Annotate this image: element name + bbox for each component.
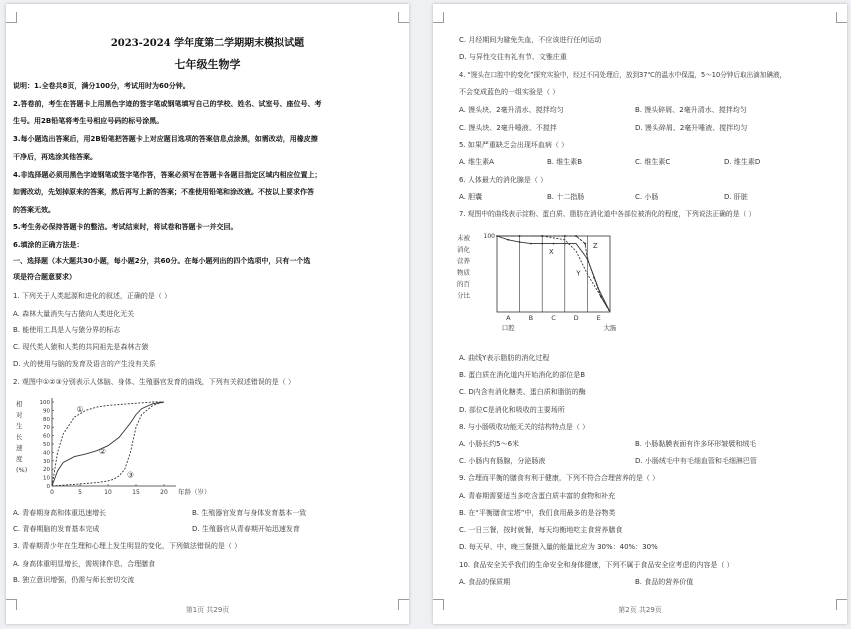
option-text: B. 独立意识增强，仍需与师长密切交流 [13,576,135,584]
series-point-Z [593,277,595,279]
option-text: D. 小肠绒毛中有毛细血管和毛细淋巴管 [635,457,757,465]
option-text: A. 食品的保质期 [459,578,511,586]
question-stem: 1. 下列关于人类起源和进化的叙述，正确的是（ ） [13,292,172,300]
option-text: D. 部位C是消化和吸收的主要场所 [459,406,565,414]
digestion-curve-chart [455,226,645,341]
series-point-Z [575,235,577,237]
option-text: C. 现代类人猿和人类的共同祖先是森林古猿 [13,343,149,351]
instruction-line: 说明：1.全卷共8页，满分100分，考试用时为60分钟。 [13,82,190,90]
series-point-X [496,235,498,237]
y-tick-label: 10 [43,475,50,482]
y-tick-label: 40 [43,450,50,457]
option-text: A. 小肠长约5～6米 [459,440,520,448]
x-tick-label: 20 [160,489,168,496]
series-line-3 [52,402,164,486]
option-text: B. 能使用工具是人与猿分界的标志 [13,326,121,334]
question-stem: 10. 食品安全关乎我们的生命安全和身体健康，下列不属于食品安全应考虑的内容是（ ） [459,561,734,569]
exam-title: 2023-2024 学年度第二学期期末模拟试题 [110,38,305,49]
y-axis-label-line: 的百 [457,280,470,288]
option-text: A. 胆囊 [459,193,483,201]
series-point-Z [586,258,588,260]
series-label: ③ [126,470,134,480]
option-text: B. 生殖器官发育与身体发育基本一致 [192,509,307,517]
option-text: A. 曲线Y表示脂肪的消化过程 [459,354,550,362]
y-axis-label-char: 对 [16,411,23,419]
region-end-label: 大肠 [603,324,617,332]
instruction-line: 如需改动，先划掉原来的答案，然后再写上新的答案；不准使用铅笔和涂改液。不按以上要求作答 [13,188,314,196]
corner-mark [398,12,409,23]
option-text: C. 一日三餐，按时就餐，每天均衡地吃主食营养膳食 [459,526,623,534]
y-tick-label: 70 [43,425,50,432]
option-text: B. 馒头碎屑、2毫升清水、搅拌均匀 [635,106,747,114]
option-text: B. 在“平衡膳食宝塔”中，我们食用最多的是谷物类 [459,509,616,517]
question-stem: 2. 观图中①②③分别表示人体脑、身体、生殖器官发育的曲线，下列有关叙述错误的是（ ） [13,378,295,386]
y-axis-label-line: 营养 [457,257,470,265]
series-point-Z [600,296,602,298]
option-text: C. 青春期脑的发育基本完成 [13,525,100,533]
y-axis-label-char: 长 [16,433,23,441]
option-text: D. 肝脏 [724,193,748,201]
instruction-line: 4.非选择题必须用黑色字迹钢笔或签字笔作答，答案必须写在答题卡各题目指定区域内相应位置上； [13,171,322,179]
y-top-tick-label: 100 [483,233,495,240]
y-axis-label-line: 未被 [457,234,470,242]
series-label: ② [98,447,106,457]
series-line-1 [52,402,164,486]
page-footer: 第1页 共29页 [185,606,230,614]
growth-curve-chart [14,392,214,504]
question-stem: 4. “馒头在口腔中的变化”探究实验中，经过不同处理后，放到37℃的温水中保温，5～10分钟后取出滴加碘液， [459,71,787,79]
y-tick-label: 60 [43,433,50,440]
section-header: 项是符合题意要求） [13,273,76,281]
y-tick-label: 100 [39,400,50,406]
region-label: C [551,314,556,322]
option-text: A. 维生素A [459,158,494,166]
question-stem: 7. 观图中的曲线表示淀粉、蛋白质、脂肪在消化道中各部位被消化的程度，下列说法正确的是（ ） [459,210,756,218]
y-axis-label-char: 速 [16,444,23,452]
y-axis-label-line: 物质 [457,268,470,277]
option-text: A. 身高体重明显增长，需规律作息、合理膳食 [13,560,156,568]
y-tick-label: 90 [43,408,50,415]
y-axis-label-line: 分比 [457,291,470,300]
option-text: D. 馒头碎屑、2毫升唾液、搅拌均匀 [635,124,748,132]
y-axis-label-char: 度 [16,455,23,463]
series-point-Z [584,243,586,245]
instruction-line: 5.考生务必保持答题卡的整洁。考试结束时，将试卷和答题卡一并交回。 [13,223,238,231]
series-point-Z [541,235,543,237]
corner-mark [6,12,17,23]
corner-mark [433,12,444,23]
region-start-label: 口腔 [501,324,515,332]
y-tick-label: 30 [43,458,50,465]
series-label: X [548,248,554,257]
page-footer: 第2页 共29页 [618,606,662,614]
exam-page-1 [6,4,409,624]
option-text: C. 小肠内有肠腺，分泌肠液 [459,457,546,465]
option-text: B. 小肠黏膜表面有许多环形皱襞和绒毛 [635,440,757,448]
y-tick-label: 0 [46,484,50,490]
exam-page-2 [433,4,847,624]
exam-subtitle: 七年级生物学 [174,58,241,71]
option-text: B. 蛋白质在消化道内开始消化的部位是B [459,371,586,379]
y-tick-label: 20 [43,467,50,474]
option-text: B. 维生素B [547,158,583,166]
instruction-line: 的答案无效。 [13,206,55,214]
series-label: Z [592,242,598,251]
series-point-X [553,243,555,245]
question-stem: 8. 与小肠吸收功能无关的结构特点是（ ） [459,423,590,431]
corner-mark [836,12,847,23]
y-axis-label-line: 消化 [457,245,470,254]
section-header: 一、选择题（本大题共30小题，每小题2分，共60分。在每小题列出的四个选项中，只有一个选 [13,257,311,265]
y-axis-label-char: 生 [16,422,23,430]
instruction-line: 2.答卷前，考生在答题卡上用黑色字迹的签字笔或钢笔填写自己的学校、姓名、试室号、座位号、考 [13,100,322,108]
option-text: D. 生殖器官从青春期开始迅速发育 [192,525,300,533]
option-text: C. 维生素C [635,158,671,166]
question-stem: 不会变成蓝色的一组实验是（ ） [459,88,560,96]
region-label: A [506,314,511,322]
y-axis-label-char: 相 [16,400,23,408]
instruction-line: 生号。用2B铅笔将考生号相应号码的标号涂黑。 [13,117,164,125]
question-stem: 9. 合理而平衡的膳食有利于健康，下列不符合合理营养的是（ ） [459,474,660,482]
series-point-Z [564,235,566,237]
option-text: C. D内含有消化糖类、蛋白质和脂肪的酶 [459,388,586,396]
option-text: C. 小肠 [635,193,659,201]
option-text: D. 与异性交往有礼有节、文雅庄重 [459,53,567,61]
option-text: A. 馒头块、2毫升清水、搅拌均匀 [459,106,564,114]
question-stem: 6. 人体最大的消化腺是（ ） [459,176,548,184]
instruction-line: 6.填涂的正确方法是： [13,241,84,249]
series-label: Y [576,269,581,278]
region-label: D [573,314,579,322]
region-label: E [596,314,601,322]
series-line-2 [52,402,164,486]
option-text: C. 馒头块、2毫升唾液、不搅拌 [459,124,557,132]
option-text: B. 食品的营养价值 [635,578,694,586]
x-tick-label: 0 [50,489,54,496]
x-tick-label: 15 [132,489,140,496]
option-text: A. 青春期需要适当多吃含蛋白质丰富的食物和补充 [459,492,616,500]
y-axis-label-char: (%) [16,466,28,474]
series-point-X [530,243,532,245]
instruction-line: 3.每小题选出答案后，用2B铅笔把答题卡上对应题目选项的答案信息点涂黑，如需改动，用橡皮擦 [13,135,318,143]
series-point-X [519,241,521,243]
region-label: B [528,314,534,322]
option-text: D. 火的使用与脑的发育及语言的产生没有关系 [13,360,156,368]
x-tick-label: 10 [104,489,112,496]
x-axis-label: 年龄（岁） [178,488,211,496]
series-point-X [507,239,509,241]
option-text: A. 森林大量消失与古猿向人类进化无关 [13,310,135,318]
question-stem: 3. 青春期青少年在生理和心理上发生明显的变化，下列做法错误的是（ ） [13,542,242,550]
series-point-X [564,243,566,245]
series-label: ① [76,405,84,415]
option-text: C. 月经期间为避免失血，不应该进行任何运动 [459,36,602,44]
option-text: B. 十二指肠 [547,193,585,201]
x-tick-label: 5 [78,489,82,496]
series-point-Z [519,235,521,237]
y-tick-label: 50 [43,442,50,448]
option-text: D. 每天早、中、晚三餐摄入量的能量比应为 30%：40%：30% [459,543,658,551]
option-text: A. 青春期身高和体重迅速增长 [13,509,107,517]
series-point-X [541,243,543,245]
question-stem: 5. 如果严重缺乏会出现坏血病（ ） [459,141,569,149]
y-tick-label: 80 [43,416,50,423]
option-text: D. 维生素D [724,158,761,166]
instruction-line: 干净后，再选涂其他答案。 [13,153,97,161]
